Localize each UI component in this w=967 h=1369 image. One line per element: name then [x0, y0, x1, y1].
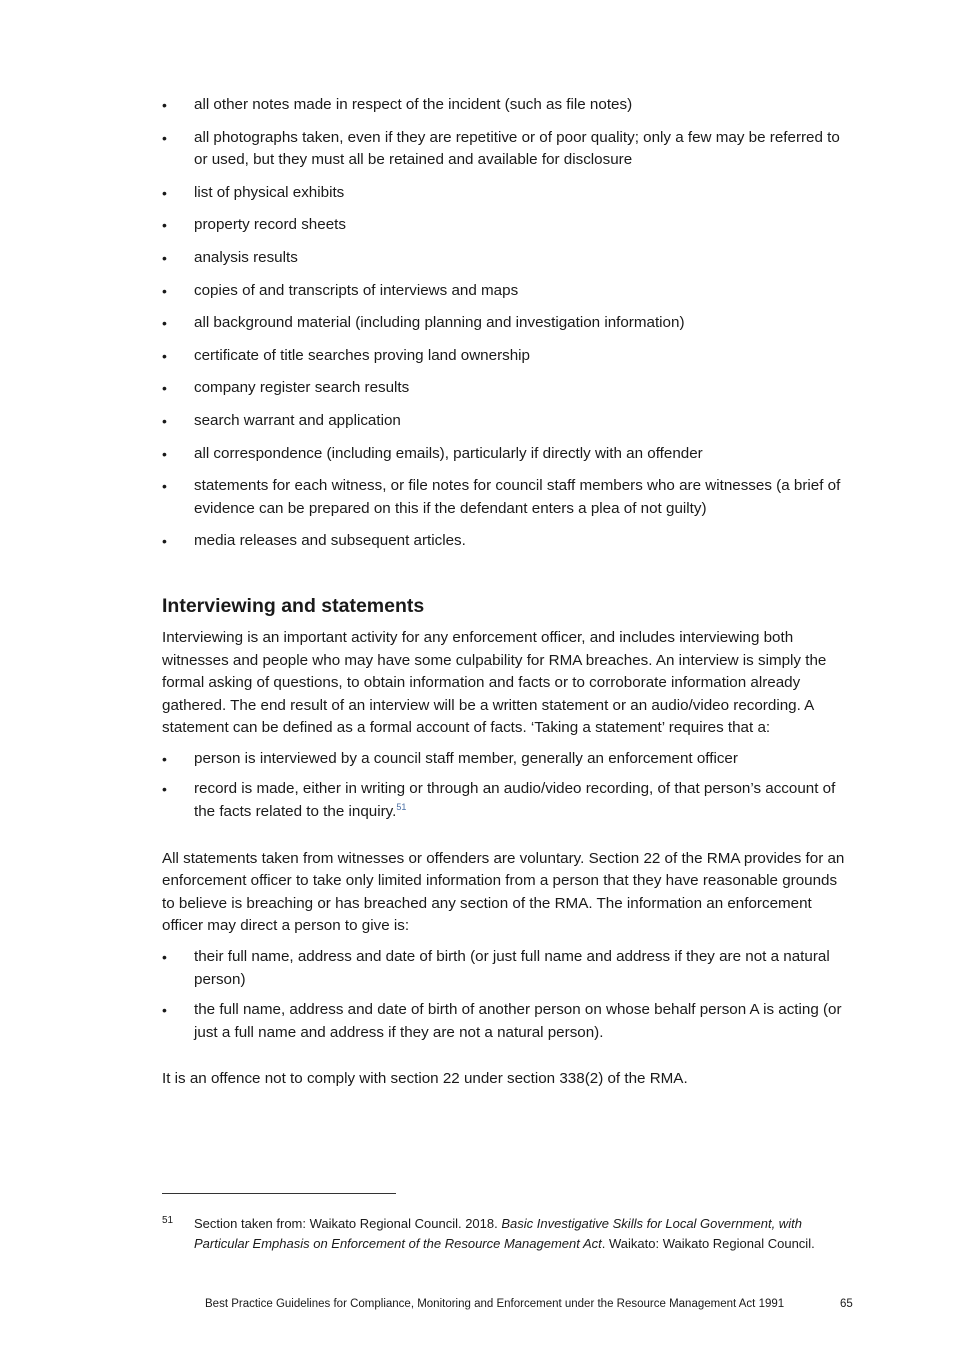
list-item: • list of physical exhibits: [162, 182, 852, 205]
list-item: • their full name, address and date of birth (or just full name and address if they are not a natural person): [162, 946, 852, 991]
footnote-divider: [162, 1193, 396, 1194]
evidence-list: [162, 94, 852, 553]
offence-paragraph: It is an offence not to comply with section 22 under section 338(2) of the RMA.: [162, 1070, 688, 1088]
intro-paragraph: Interviewing is an important activity for any enforcement officer, and includes interviewing both witnesses and people who may have some culpability for RMA breaches. An interview is simply the formal asking of questions, to obtain information and facts or to corroborate information already gathered. The end result of an interview will be a written statement or an audio/video recording. A statement can be defined as a formal account of facts. ‘Taking a statement’ requires that a:: [162, 628, 827, 737]
footnote-number: 51: [162, 1215, 174, 1226]
list-item: • media releases and subsequent articles.: [162, 530, 852, 553]
list-item: • company register search results: [162, 377, 852, 400]
list-item: • copies of and transcripts of interviews and maps: [162, 280, 852, 303]
list-item: • search warrant and application: [162, 410, 852, 433]
footnote-prefix: Section taken from: Waikato Regional Council. 2018.: [194, 1216, 502, 1231]
footnote-reference[interactable]: 51: [396, 802, 407, 812]
list-item: • the full name, address and date of birth of another person on whose behalf person A is acting (or just a full name and address if they are not a natural person).: [162, 999, 852, 1044]
footnote-text: [194, 1214, 852, 1254]
footnote-suffix: . Waikato: Waikato Regional Council.: [601, 1236, 815, 1251]
statement-requirements-list: [162, 748, 852, 824]
section-heading: Interviewing and statements: [162, 594, 425, 617]
list-item: • analysis results: [162, 247, 852, 270]
list-item: • statements for each witness, or file notes for council staff members who are witnesses (a brief of evidence can be prepared on this if the defendant enters a plea of not guilty): [162, 475, 852, 520]
list-item: • property record sheets: [162, 214, 852, 237]
footer-title: Best Practice Guidelines for Compliance, Monitoring and Enforcement under the Resource Management Act 1991: [205, 1298, 785, 1310]
list-item: [162, 778, 852, 823]
voluntary-paragraph: All statements taken from witnesses or offenders are voluntary. Section 22 of the RMA provides for an enforcement officer to take only limited information from a person that they have reasonable grounds to believe is breaching or has breached any section of the RMA. The information an enforcement officer may direct a person to give is:: [162, 849, 845, 935]
list-item: • all other notes made in respect of the incident (such as file notes): [162, 94, 852, 117]
list-item: • all background material (including planning and investigation information): [162, 312, 852, 335]
info-items-list: [162, 946, 852, 1044]
list-item: • all photographs taken, even if they are repetitive or of poor quality; only a few may be referred to or used, but they must all be retained and available for disclosure: [162, 127, 852, 172]
list-item: • all correspondence (including emails), particularly if directly with an offender: [162, 443, 852, 466]
footnote-title: Basic Investigative Skills for Local Government, with Particular Emphasis on Enforcement of the Resource Management Act: [194, 1216, 802, 1251]
list-item: • person is interviewed by a council staff member, generally an enforcement officer: [162, 748, 852, 771]
page-body: [162, 90, 852, 1099]
list-item: • certificate of title searches proving land ownership: [162, 345, 852, 368]
footnote: [162, 1214, 852, 1254]
page-number: 65: [840, 1298, 853, 1310]
list-item-text: record is made, either in writing or through an audio/video recording, of that person’s account of the facts related to the inquiry.: [194, 780, 836, 821]
